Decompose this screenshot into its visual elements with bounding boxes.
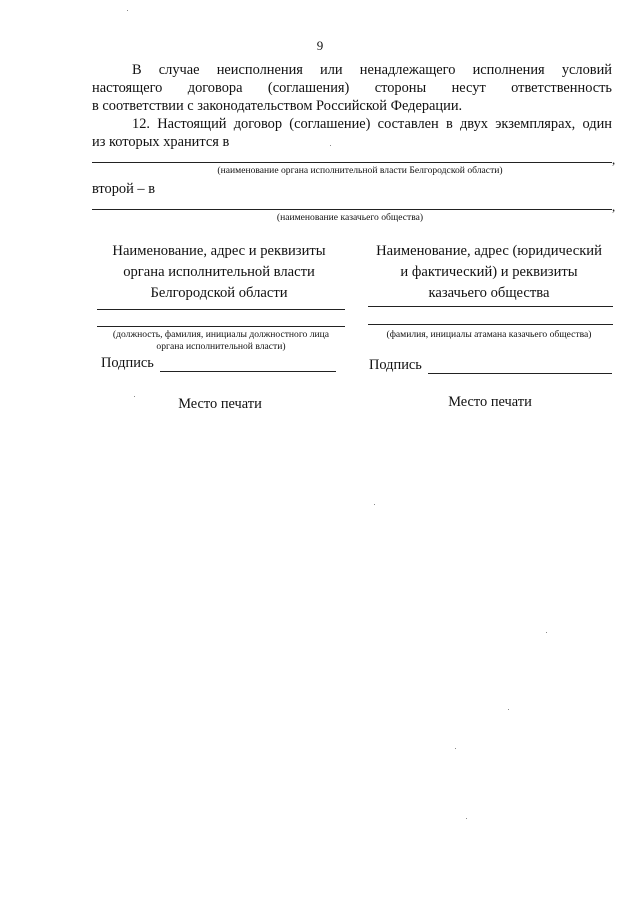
left-signature-line [160,371,336,372]
left-official-line [97,326,345,327]
right-requisites-line [368,306,613,307]
right-heading-line-1: Наименование, адрес (юридический [376,243,602,259]
left-requisites-line [97,309,345,310]
copy1-fill-line [92,162,612,163]
scan-speck [455,748,456,749]
scan-speck [330,145,331,146]
copy2-comma: , [612,199,616,214]
scan-speck [374,504,375,505]
left-heading-line-1: Наименование, адрес и реквизиты [112,243,326,259]
right-ataman-line [368,324,613,325]
copy2-fill-line [92,209,612,210]
second-copy-label: второй – в [92,181,156,197]
copies-line-1: 12. Настоящий договор (соглашение) составлен в двух экземплярах, один [132,116,612,132]
right-signature-label: Подпись [369,357,422,373]
left-stamp-label: Место печати [178,396,262,412]
right-stamp-label: Место печати [448,394,532,410]
left-caption-line-1: (должность, фамилия, инициалы должностного лица [112,329,330,340]
left-heading-line-3: Белгородской области [150,285,288,301]
scan-speck [127,10,128,11]
copy1-caption: (наименование органа исполнительной власти Белгородской области) [217,165,503,176]
scan-speck [134,396,135,397]
liability-line-3: в соответствии с законодательством Российской Федерации. [92,98,463,114]
copies-line-2: из которых хранится в [92,134,230,150]
scan-speck [546,632,547,633]
left-signature-label: Подпись [101,355,154,371]
page-number: 9 [316,38,324,53]
right-heading-line-3: казачьего общества [428,285,550,301]
scan-speck [466,818,467,819]
liability-line-1: В случае неисполнения или ненадлежащего исполнения условий [132,62,612,78]
left-heading-line-2: органа исполнительной власти [123,264,315,280]
right-heading-line-2: и фактический) и реквизиты [400,264,578,280]
right-signature-line [428,373,612,374]
left-caption-line-2: органа исполнительной власти) [156,341,286,352]
copy1-comma: , [612,152,616,167]
liability-line-2: настоящего договора (соглашения) стороны несут ответственность [92,80,612,96]
scan-speck [508,709,509,710]
copy2-caption: (наименование казачьего общества) [276,212,424,223]
right-caption-line-1: (фамилия, инициалы атамана казачьего общества) [386,329,592,340]
